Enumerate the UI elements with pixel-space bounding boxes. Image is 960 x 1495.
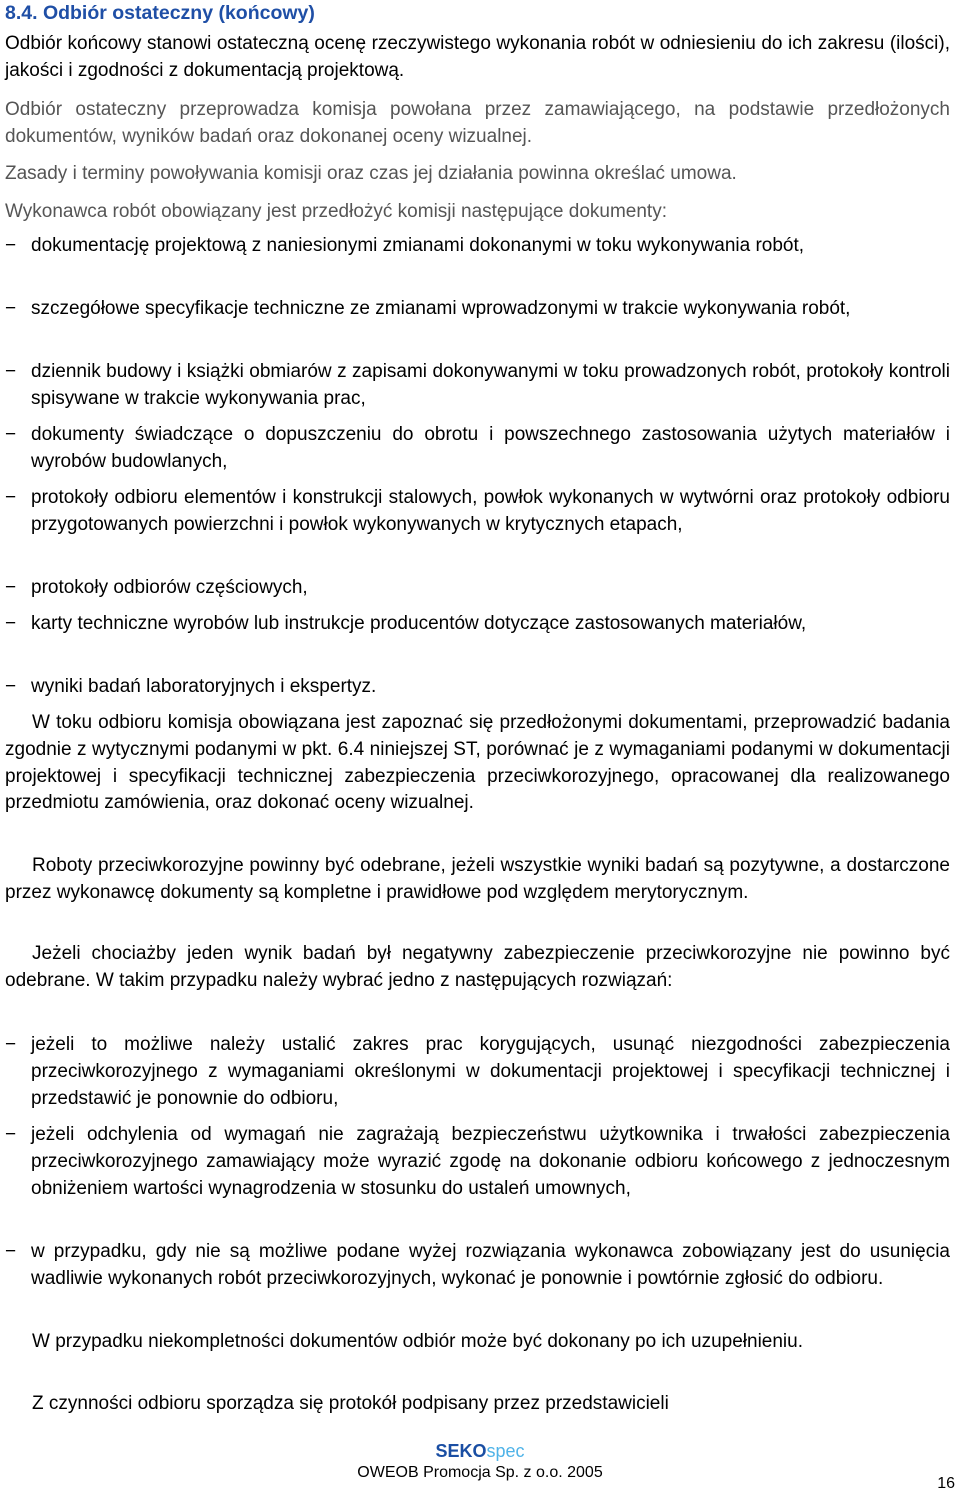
paragraph: Odbiór ostateczny przeprowadza komisja powołana przez zamawiającego, na podstawie przedłożonych dokumentów, wyników badań oraz dokonanej oceny wizualnej. [5,99,950,147]
paragraph: Z czynności odbioru sporządza się protokół podpisany przez przedstawicieli [32,1393,669,1414]
paragraph: Jeżeli chociażby jeden wynik badań był negatywny zabezpieczenie przeciwkorozyjne nie powinno być odebrane. W takim przypadku należy wybrać jedno z następujących rozwiązań: [5,943,950,991]
list-item-text: w przypadku, gdy nie są możliwe podane wyżej rozwiązania wykonawca zobowiązany jest do usunięcia wadliwie wykonanych robót przeciwkorozyjnych, wykonać je ponownie i powtórnie zgłosić do odbioru. [31,1241,950,1289]
logo-text-seko: SEKO [435,1441,487,1461]
paragraph: Odbiór końcowy stanowi ostateczną ocenę rzeczywistego wykonania robót w odniesieniu do ich zakresu (ilości), jakości i zgodności z dokumentacją projektową. [5,33,950,81]
list-item [5,674,950,701]
list-item [5,485,950,539]
list-item [5,1032,950,1112]
footer-logo [0,1441,960,1461]
list-item-text: dokumentację projektową z naniesionymi zmianami dokonanymi w toku wykonywania robót, [31,235,805,256]
list-item-text: protokoły odbioru elementów i konstrukcji stalowych, powłok wykonanych w wytwórni oraz protokoły odbioru przygotowanych powierzchni i powłok wykonywanych w krytycznych etapach, [31,487,950,535]
paragraph: Zasady i terminy powoływania komisji oraz czas jej działania powinna określać umowa. [5,163,737,184]
footer-company: OWEOB Promocja Sp. z o.o. 2005 [357,1464,603,1481]
list-item [5,1122,950,1202]
dash-bullet: − [5,577,17,598]
dash-bullet: − [5,676,17,697]
dash-bullet: − [5,298,17,319]
list-item [5,575,950,602]
dash-bullet: − [5,1034,17,1055]
list-item-text: wyniki badań laboratoryjnych i ekspertyz. [31,676,377,697]
dash-bullet: − [5,487,17,508]
paragraph: W przypadku niekompletności dokumentów odbiór może być dokonany po ich uzupełnieniu. [32,1331,803,1352]
list-item [5,422,950,476]
section-heading: 8.4. Odbiór ostateczny (końcowy) [5,2,315,24]
list-item-text: protokoły odbiorów częściowych, [31,577,308,598]
logo-text-spec: spec [486,1441,525,1461]
list-item [5,611,950,638]
paragraph: Wykonawca robót obowiązany jest przedłożyć komisji następujące dokumenty: [5,201,667,222]
paragraph: Roboty przeciwkorozyjne powinny być odebrane, jeżeli wszystkie wyniki badań są pozytywne, a dostarczone przez wykonawcę dokumenty są kompletne i prawidłowe pod względem merytorycznym. [5,855,950,903]
list-item-text: jeżeli odchylenia od wymagań nie zagrażają bezpieczeństwu użytkownika i trwałości zabezpieczenia przeciwkorozyjnego zamawiający może wyrazić zgodę na dokonanie odbioru końcowego z jednoczesnym obniżeniem wartości wynagrodzenia w stosunku do ustaleń umownych, [31,1124,950,1199]
dash-bullet: − [5,361,17,382]
list-item [5,359,950,413]
dash-bullet: − [5,1241,17,1262]
dash-bullet: − [5,235,17,256]
list-item-text: szczegółowe specyfikacje techniczne ze zmianami wprowadzonymi w trakcie wykonywania robót, [31,298,851,319]
list-item-text: dziennik budowy i książki obmiarów z zapisami dokonywanymi w toku prowadzonych robót, protokoły kontroli spisywane w trakcie wykonywania prac, [31,361,950,409]
dash-bullet: − [5,613,17,634]
dash-bullet: − [5,424,17,445]
list-item [5,233,950,260]
list-item-text: jeżeli to możliwe należy ustalić zakres prac korygujących, usunąć niezgodności zabezpieczenia przeciwkorozyjnego z wymaganiami określonymi w dokumentacji projektowej i specyfikacji technicznej i przedstawić je ponownie do odbioru, [31,1034,950,1109]
dash-bullet: − [5,1124,17,1145]
paragraph: W toku odbioru komisja obowiązana jest zapoznać się przedłożonymi dokumentami, przeprowadzić badania zgodnie z wytycznymi podanymi w pkt. 6.4 niniejszej ST, porównać je z wymaganiami podanymi w dokumentacji projektowej i specyfikacji technicznej zabezpieczenia przeciwkorozyjnego, opracowanej dla realizowanego przedmiotu zamówienia, oraz dokonać oceny wizualnej. [5,712,950,814]
list-item-text: karty techniczne wyrobów lub instrukcje producentów dotyczące zastosowanych materiałów, [31,613,807,634]
list-item [5,296,950,323]
page-number: 16 [937,1475,955,1492]
list-item-text: dokumenty świadczące o dopuszczeniu do obrotu i powszechnego zastosowania użytych materiałów i wyrobów budowlanych, [31,424,950,472]
list-item [5,1239,950,1293]
